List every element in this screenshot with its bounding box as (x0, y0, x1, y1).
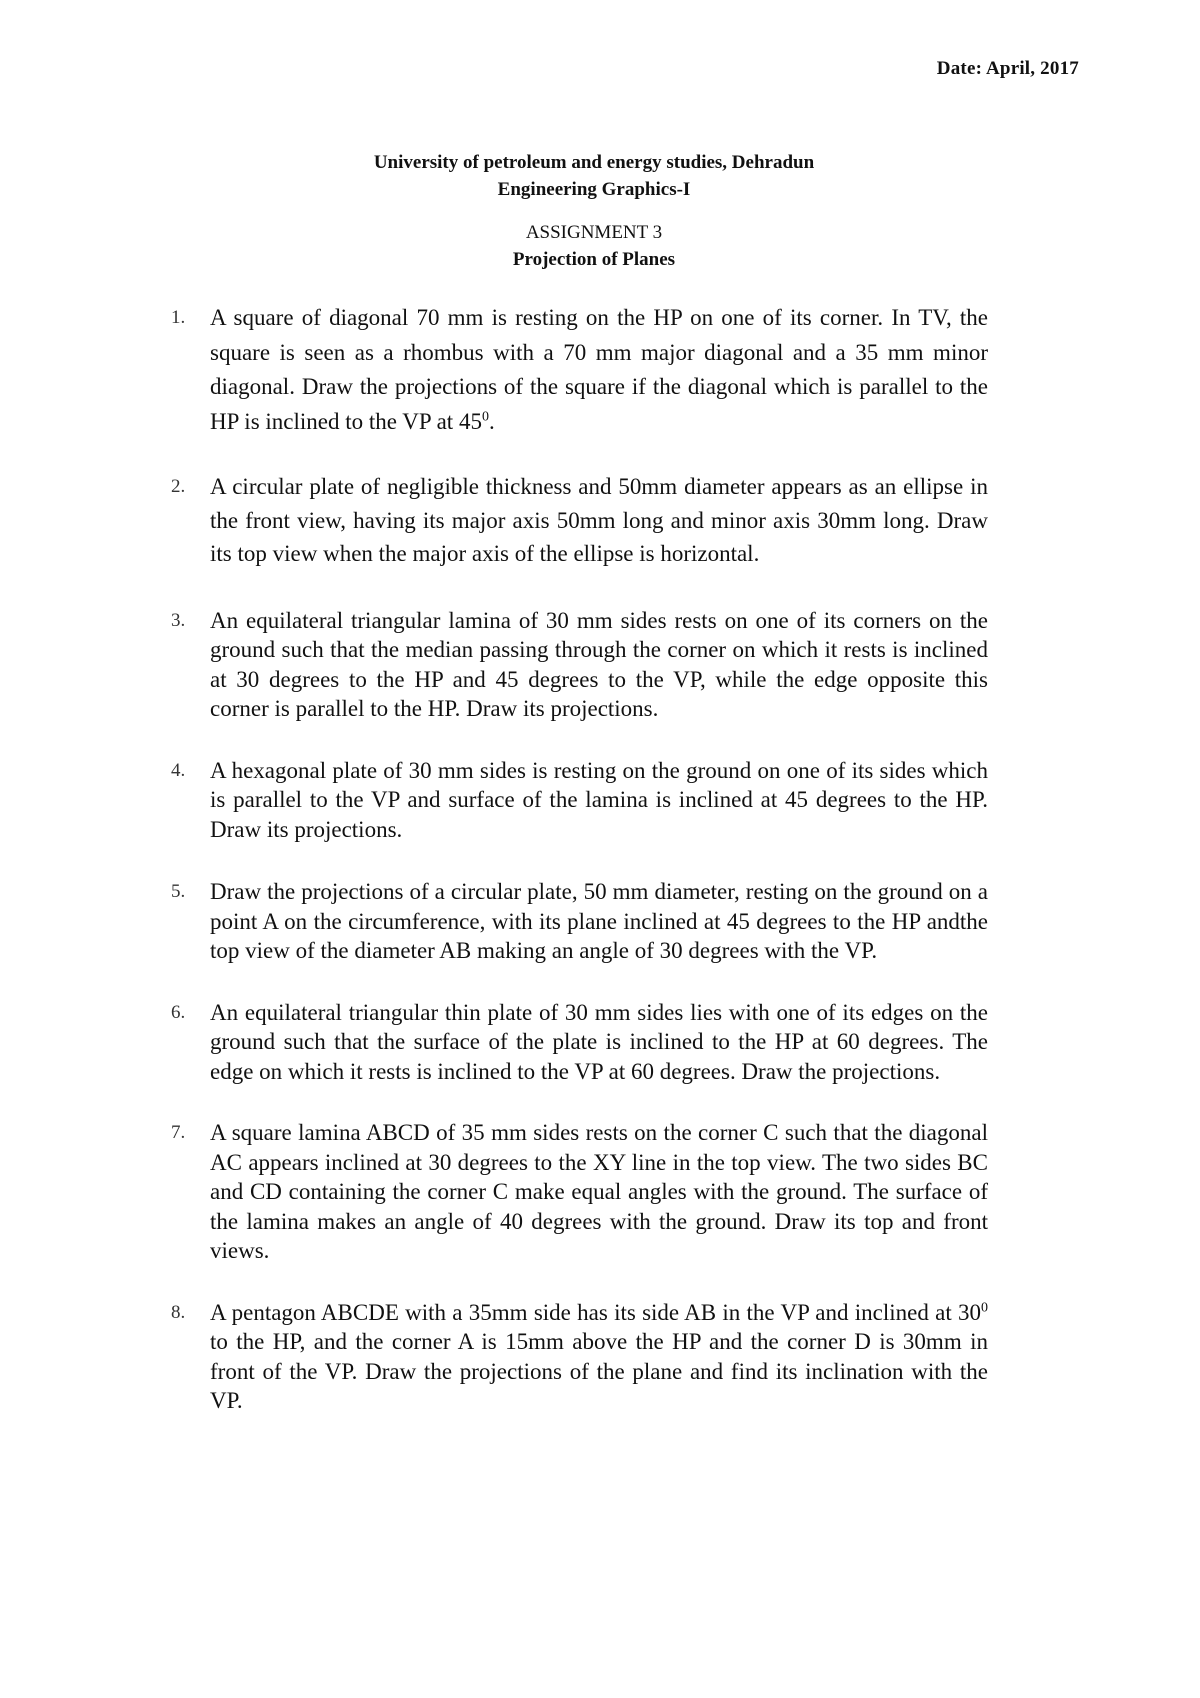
assignment-topic: Projection of Planes (512, 249, 676, 270)
university-name: University of petroleum and energy studies, Dehradun (373, 152, 815, 173)
assignment-title: ASSIGNMENT 3 (525, 222, 663, 243)
document-header (0, 149, 1188, 273)
question-number: 1. (171, 307, 186, 328)
question-item (170, 1118, 988, 1266)
degree-superscript: 0 (981, 1299, 988, 1315)
question-number: 7. (171, 1122, 186, 1143)
question-text-tail: . (488, 408, 495, 434)
question-item (170, 1298, 988, 1416)
question-text: A hexagonal plate of 30 mm sides is resting on the ground on one of its sides which is parallel to the VP and surface of the lamina is inclined at 45 degrees to the HP. Draw its projections. (210, 757, 988, 842)
question-item (170, 606, 988, 724)
question-list (170, 301, 988, 1416)
question-text: A circular plate of negligible thickness and 50mm diameter appears as an ellipse in the front view, having its major axis 50mm long and minor axis 30mm long. Draw its top view when the major axis of the ellipse is horizontal. (210, 474, 988, 566)
question-item (170, 301, 988, 439)
question-item (170, 756, 988, 845)
question-text-tail: to the HP, and the corner A is 15mm above the HP and the corner D is 30mm in front of the VP. Draw the projections of the plane and find its inclination with the VP. (210, 1329, 988, 1413)
question-number: 2. (171, 476, 186, 497)
question-item (170, 877, 988, 966)
question-text: A square lamina ABCD of 35 mm sides rests on the corner C such that the diagonal AC appears inclined at 30 degrees to the XY line in the top view. The two sides BC and CD containing the corner C make equal angles with the ground. The surface of the lamina makes an angle of 40 degrees with the ground. Draw its top and front views. (210, 1120, 988, 1263)
degree-superscript: 0 (481, 408, 489, 424)
question-text: A pentagon ABCDE with a 35mm side has its side AB in the VP and inclined at 30 (210, 1299, 981, 1325)
course-name: Engineering Graphics-I (497, 179, 691, 200)
question-item (170, 470, 988, 571)
question-text: An equilateral triangular lamina of 30 mm sides rests on one of its corners on the ground such that the median passing through the corner on which it rests is inclined at 30 degrees to the HP and 45 degrees to the VP, while the edge opposite this corner is parallel to the HP. Draw its projections. (210, 607, 988, 721)
question-number: 4. (171, 759, 186, 781)
question-text: A square of diagonal 70 mm is resting on the HP on one of its corner. In TV, the square is seen as a rhombus with a 70 mm major diagonal and a 35 mm minor diagonal. Draw the projections of the square if the diagonal which is parallel to the HP is inclined to the VP at 45 (210, 305, 988, 434)
question-number: 5. (171, 881, 186, 902)
question-text: An equilateral triangular thin plate of 30 mm sides lies with one of its edges on the ground such that the surface of the plate is inclined to the HP at 60 degrees. The edge on which it rests is inclined to the VP at 60 degrees. Draw the projections. (210, 999, 988, 1084)
question-number: 6. (171, 1001, 186, 1023)
question-number: 3. (171, 609, 186, 631)
question-text: Draw the projections of a circular plate, 50 mm diameter, resting on the ground on a point A on the circumference, with its plane inclined at 45 degrees to the HP andthe top view of the diameter AB making an angle of 30 degrees with the VP. (210, 879, 988, 963)
document-date: Date: April, 2017 (936, 58, 1079, 79)
question-number: 8. (171, 1301, 186, 1323)
question-item (170, 998, 988, 1087)
